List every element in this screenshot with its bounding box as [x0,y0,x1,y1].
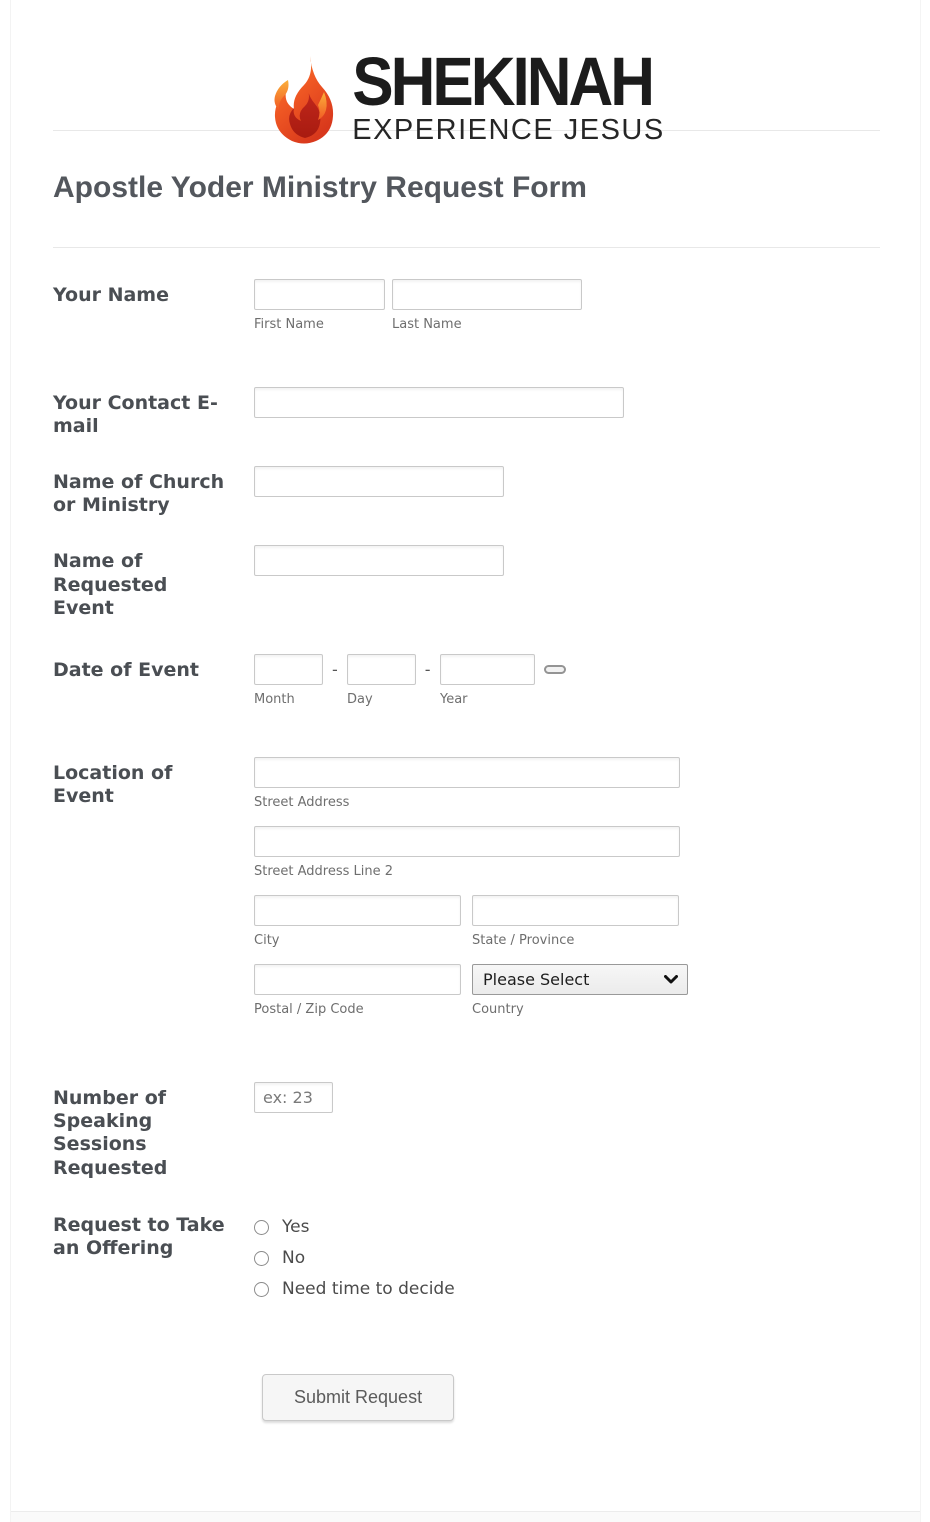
radio-option-label[interactable]: Yes [282,1217,310,1238]
city-input[interactable] [254,895,461,926]
state-sublabel: State / Province [472,932,575,948]
first-name-input[interactable] [254,279,385,310]
postal-code-input[interactable] [254,964,461,995]
event-name-input[interactable] [254,545,504,576]
field-row-location [53,757,880,1017]
radio-option-need-time[interactable] [254,1274,880,1305]
location-label: Location of Event [53,761,173,807]
street-address-sublabel: Street Address [254,794,350,810]
field-row-event [53,545,880,620]
form-body [11,248,920,1421]
radio-option-yes[interactable] [254,1212,880,1243]
city-sublabel: City [254,932,280,948]
year-sublabel: Year [440,691,468,707]
field-row-offering [53,1209,880,1305]
radio-option-label[interactable]: Need time to decide [282,1279,455,1300]
offering-label: Request to Take an Offering [53,1213,225,1260]
radio-button-icon[interactable] [254,1251,269,1266]
date-separator: - [332,659,338,679]
postal-code-sublabel: Postal / Zip Code [254,1001,364,1017]
name-label: Your Name [53,284,169,306]
state-input[interactable] [472,895,679,926]
submit-request-button[interactable]: Submit Request [262,1374,454,1421]
radio-option-label[interactable]: No [282,1248,306,1269]
email-label: Your Contact E-mail [53,392,218,438]
footer-bar [11,1511,920,1522]
radio-button-icon[interactable] [254,1282,269,1297]
year-input[interactable] [440,654,535,685]
street-address2-sublabel: Street Address Line 2 [254,863,394,879]
field-row-church [53,466,880,518]
radio-button-icon[interactable] [254,1220,269,1235]
email-input[interactable] [254,387,624,418]
church-input[interactable] [254,466,504,497]
day-sublabel: Day [347,691,373,707]
page-title: Apostle Yoder Ministry Request Form [53,171,587,204]
day-input[interactable] [347,654,416,685]
logo-brand: SHEKINAH [352,44,653,120]
first-name-sublabel: First Name [254,317,324,332]
flame-icon [266,54,342,148]
event-label: Name of Requested Event [53,550,168,620]
last-name-input[interactable] [392,279,582,310]
month-input[interactable] [254,654,323,685]
field-row-name [53,279,880,332]
radio-option-no[interactable] [254,1243,880,1274]
logo-text [352,44,665,147]
form-card [10,0,921,1522]
field-row-sessions [53,1082,880,1180]
church-label: Name of Church or Ministry [53,470,225,517]
field-row-email [53,387,880,439]
sessions-input[interactable] [254,1082,333,1113]
chevron-down-icon [664,975,678,984]
country-select[interactable] [472,964,688,995]
street-address-input[interactable] [254,757,680,788]
logo [11,0,920,150]
sessions-label: Number of Speaking Sessions Requested [53,1086,168,1179]
country-select-value: Please Select [483,969,590,989]
logo-tagline: EXPERIENCE JESUS [352,114,665,147]
submit-row [262,1374,880,1421]
last-name-sublabel: Last Name [392,317,462,332]
street-address2-input[interactable] [254,826,680,857]
country-sublabel: Country [472,1001,524,1017]
date-label: Date of Event [53,658,199,681]
offering-radio-group [254,1209,880,1305]
date-separator: - [424,659,431,679]
month-sublabel: Month [254,691,295,707]
field-row-date [53,654,880,707]
calendar-picker-icon[interactable] [544,665,566,674]
